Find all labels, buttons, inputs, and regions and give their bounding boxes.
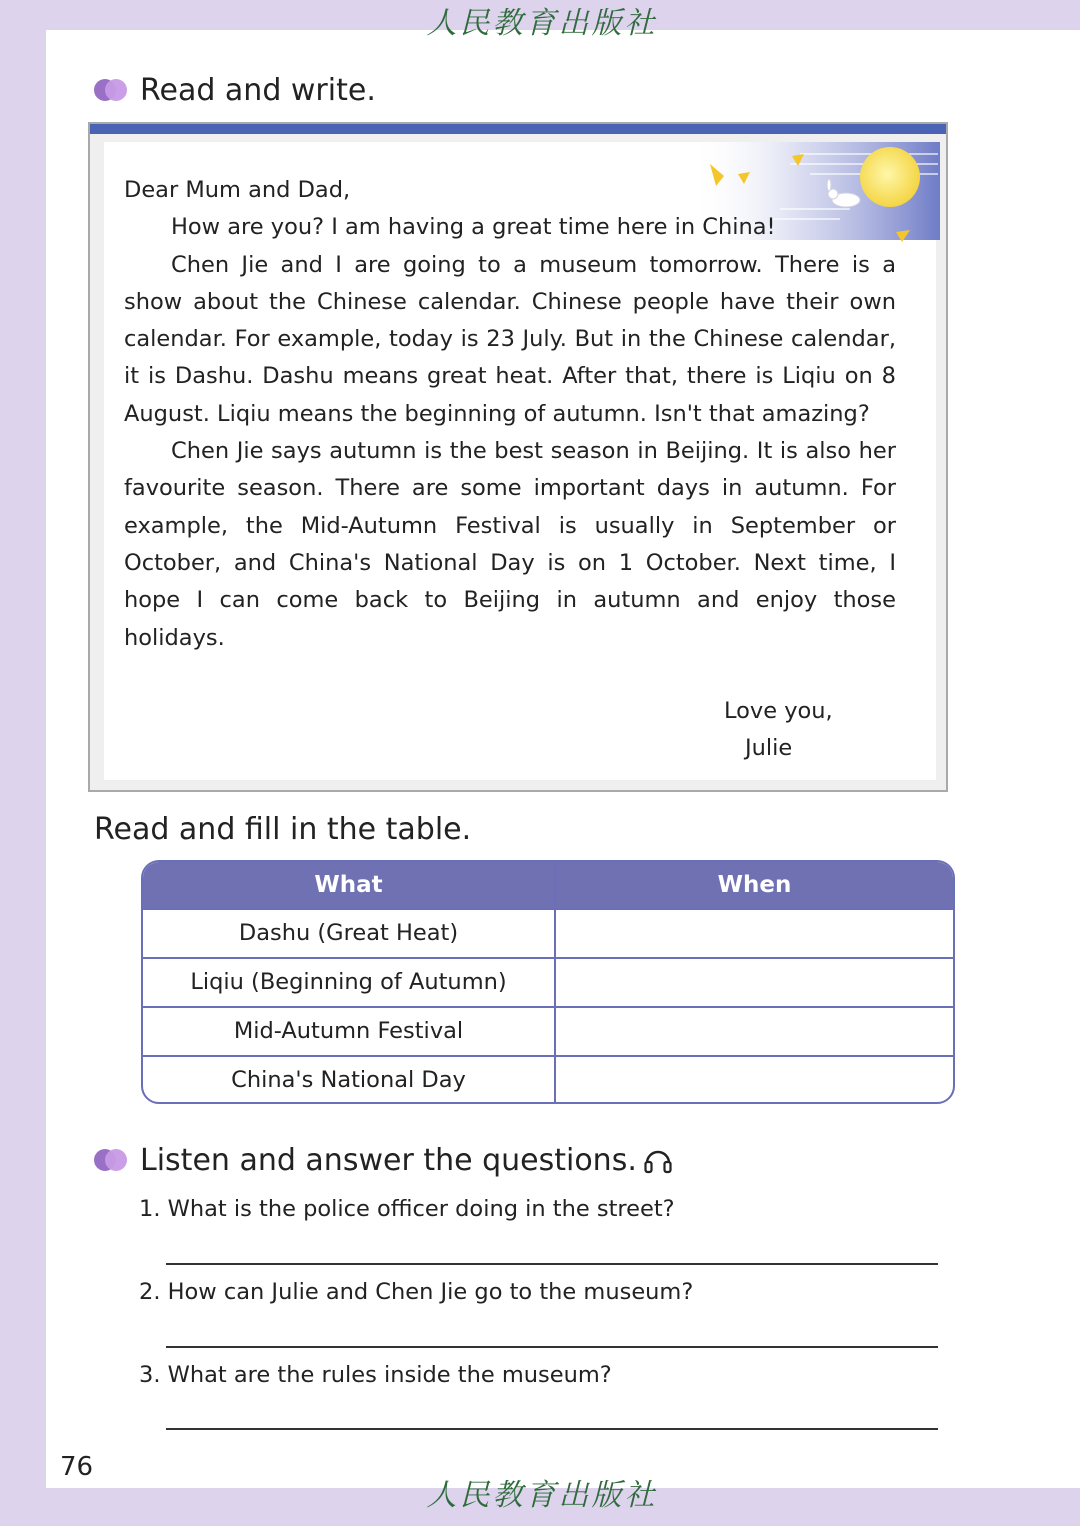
- headphones-icon[interactable]: [643, 1145, 673, 1175]
- table-divider: [554, 862, 556, 1102]
- table-row: [143, 1055, 953, 1104]
- letter-paragraph-1: How are you? I am having a great time here in China!: [171, 214, 776, 241]
- cell-when-answer[interactable]: [556, 959, 953, 1006]
- answer-line-1[interactable]: [166, 1263, 938, 1265]
- question-2: 2. How can Julie and Chen Jie go to the museum?: [139, 1279, 694, 1305]
- question-3: 3. What are the rules inside the museum?: [139, 1362, 612, 1388]
- question-1: 1. What is the police officer doing in the street?: [139, 1196, 675, 1222]
- letter-body: [124, 172, 896, 657]
- answer-line-2[interactable]: [166, 1346, 938, 1348]
- listen-heading: [94, 1140, 673, 1180]
- answer-line-3[interactable]: [166, 1428, 938, 1430]
- table-row: [143, 1006, 953, 1055]
- letter-paragraph-3: Chen Jie says autumn is the best season in Beijing. It is also her favourite season. There are some important days in autumn. For example, the Mid-Autumn Festival is usually in September or October, and China's National Day is on 1 October. Next time, I hope I can come back to Beijing in autumn and enjoy those holidays.: [124, 438, 896, 651]
- section-bullet-icon: [94, 1149, 128, 1171]
- read-and-write-heading: [94, 70, 376, 110]
- cell-what: Liqiu (Beginning of Autumn): [190, 969, 507, 995]
- letter-paragraph-2: Chen Jie and I are going to a museum tomorrow. There is a show about the Chinese calendar. Chinese people have their own calendar. For example, today is 23 July. But in the Chinese calendar, it is Dashu. Dashu means great heat. After that, there is Liqiu on 8 August. Liqiu means the beginning of autumn. Isn't that amazing?: [124, 251, 896, 427]
- cell-what: Dashu (Great Heat): [238, 920, 459, 946]
- cell-what: Mid-Autumn Festival: [233, 1018, 464, 1044]
- header-when: When: [717, 872, 792, 898]
- publisher-watermark-top: [392, 2, 692, 58]
- table-row: [143, 908, 953, 957]
- table-row: [143, 957, 953, 1006]
- fill-table-title: Read and fill in the table.: [94, 812, 472, 847]
- cell-what: China's National Day: [231, 1067, 466, 1093]
- section-title: Read and write.: [140, 72, 376, 108]
- cell-when-answer[interactable]: [556, 910, 953, 957]
- publisher-watermark-bottom: [392, 1470, 692, 1526]
- cell-when-answer[interactable]: [556, 1008, 953, 1055]
- section-title: Listen and answer the questions.: [140, 1142, 637, 1178]
- watermark-text: 人民教育出版社: [426, 6, 658, 41]
- header-what: What: [314, 872, 383, 898]
- letter-signoff: [724, 693, 833, 768]
- section-bullet-icon: [94, 79, 128, 101]
- table-header: [143, 862, 953, 910]
- letter-greeting: Dear Mum and Dad,: [124, 177, 351, 203]
- letter-signature: Julie: [745, 735, 793, 762]
- letter-closing: Love you,: [724, 698, 833, 724]
- page-number: 76: [60, 1452, 94, 1482]
- letter-top-band: [90, 124, 946, 134]
- cell-when-answer[interactable]: [556, 1057, 953, 1104]
- watermark-text: 人民教育出版社: [426, 1478, 658, 1513]
- fill-in-table: [141, 860, 955, 1104]
